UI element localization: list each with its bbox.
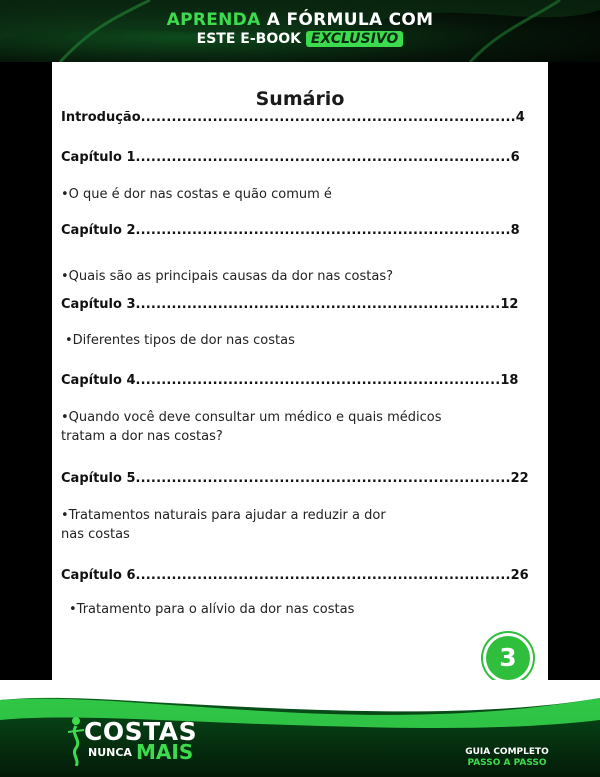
- toc-leader-dots: .......................................................................: [135, 373, 501, 388]
- toc-entry-capitulo-2[interactable]: [61, 223, 520, 238]
- toc-page-number: 4: [515, 110, 525, 125]
- toc-entry-label: Capítulo 1: [61, 150, 136, 165]
- toc-entry-label: Capítulo 3: [61, 297, 136, 312]
- logo-mais-text: MAIS: [136, 740, 194, 764]
- logo-costas-text: COSTAS: [84, 717, 198, 746]
- toc-entry-capitulo-5[interactable]: [61, 471, 529, 486]
- toc-description-line2: tratam a dor nas costas?: [61, 429, 223, 444]
- toc-entry-introducao[interactable]: [61, 110, 525, 125]
- toc-entry-capitulo-6[interactable]: [61, 568, 529, 583]
- header-banner: [0, 0, 600, 62]
- toc-entry-label: Capítulo 2: [61, 223, 136, 238]
- toc-leader-dots: .........................................................................: [135, 223, 511, 238]
- toc-leader-dots: .........................................................................: [140, 110, 516, 125]
- toc-description-line1: •Tratamentos naturais para ajudar a reduzir a dor: [61, 508, 386, 523]
- toc-leader-dots: .........................................................................: [135, 471, 511, 486]
- header-line2-text: ESTE E-BOOK: [196, 31, 306, 47]
- toc-page-number: 6: [510, 150, 520, 165]
- toc-description-line2: nas costas: [61, 527, 130, 542]
- guide-line1: GUIA COMPLETO: [465, 747, 549, 757]
- toc-entry-label: Capítulo 5: [61, 471, 136, 486]
- header-title-line2: [0, 31, 600, 47]
- spine-figure-icon: [66, 716, 86, 766]
- toc-description-line1: •Quando você deve consultar um médico e quais médicos: [61, 410, 442, 425]
- toc-page-number: 22: [510, 471, 529, 486]
- toc-description: •O que é dor nas costas e quão comum é: [61, 187, 332, 202]
- toc-leader-dots: .........................................................................: [135, 568, 511, 583]
- header-line1-rest: A FÓRMULA COM: [260, 10, 434, 30]
- toc-page-number: 26: [510, 568, 529, 583]
- logo-nunca-text: NUNCA: [88, 746, 132, 759]
- toc-entry-capitulo-1[interactable]: [61, 150, 520, 165]
- page-title: Sumário: [255, 88, 345, 110]
- toc-description: •Diferentes tipos de dor nas costas: [65, 333, 295, 348]
- toc-entry-capitulo-3[interactable]: [61, 297, 518, 312]
- guide-label: [452, 747, 562, 768]
- header-exclusive-badge: EXCLUSIVO: [306, 31, 403, 47]
- brand-logo: [66, 708, 206, 772]
- guide-line2: PASSO A PASSO: [467, 758, 547, 768]
- ebook-page: [52, 62, 548, 704]
- toc-entry-label: Capítulo 4: [61, 373, 136, 388]
- toc-entry-capitulo-4[interactable]: [61, 373, 518, 388]
- header-title-line1: [0, 10, 600, 30]
- header-accent-word: APRENDA: [166, 10, 261, 30]
- toc-leader-dots: .........................................................................: [135, 150, 511, 165]
- toc-page-number: 18: [500, 373, 519, 388]
- toc-page-number: 8: [510, 223, 520, 238]
- page-number-badge: 3: [486, 636, 530, 680]
- toc-entry-label: Capítulo 6: [61, 568, 136, 583]
- toc-description: •Tratamento para o alívio da dor nas costas: [69, 602, 355, 617]
- toc-description: •Quais são as principais causas da dor nas costas?: [61, 269, 394, 284]
- toc-page-number: 12: [500, 297, 519, 312]
- toc-leader-dots: .......................................................................: [135, 297, 501, 312]
- toc-entry-label: Introdução: [61, 110, 141, 125]
